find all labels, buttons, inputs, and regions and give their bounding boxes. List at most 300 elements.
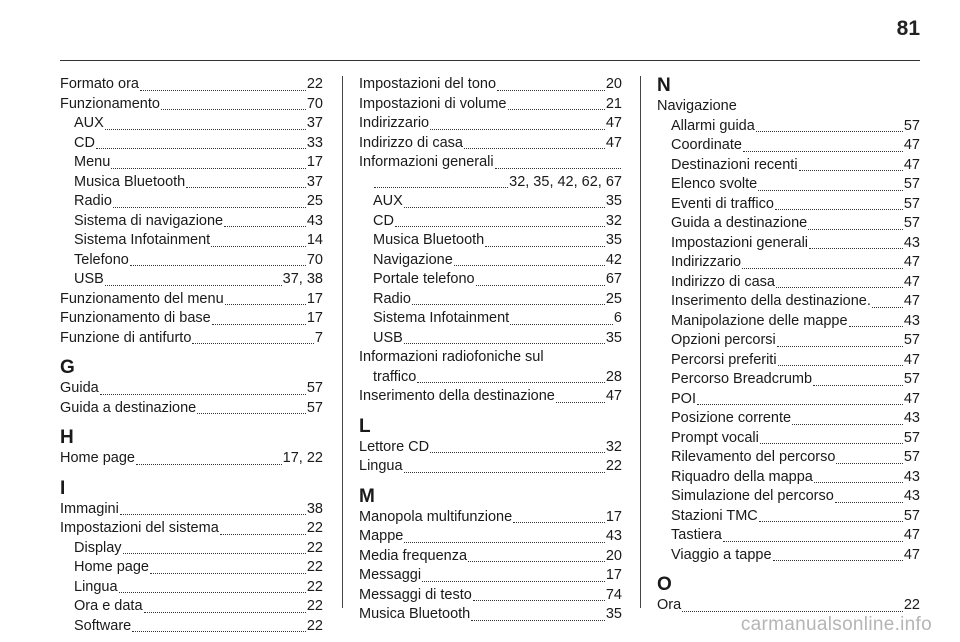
index-entry xyxy=(359,153,622,173)
index-page-number: 42 xyxy=(605,251,622,268)
dot-leader xyxy=(495,168,621,169)
index-entry xyxy=(60,519,323,539)
index-subentry xyxy=(60,558,323,578)
index-entry-text: Radio xyxy=(74,193,112,209)
index-entry-text: Sistema Infotainment xyxy=(373,310,510,326)
index-entry xyxy=(60,309,323,329)
index-subentry xyxy=(657,448,920,468)
index-entry-text: Impostazioni del sistema xyxy=(60,520,219,536)
dot-leader xyxy=(497,90,605,91)
dot-leader xyxy=(799,170,903,171)
index-column-1 xyxy=(60,75,323,636)
dot-leader xyxy=(742,268,903,269)
dot-leader xyxy=(374,187,508,188)
index-entry-text: Tastiera xyxy=(671,527,722,543)
index-entry-text: Simulazione del percorso xyxy=(671,488,834,504)
index-entry-text: Funzionamento xyxy=(60,95,160,112)
index-page-number: 32 xyxy=(605,212,622,229)
index-column-2 xyxy=(359,75,622,625)
index-entry xyxy=(657,97,920,117)
page-number: 81 xyxy=(896,17,920,40)
index-page-number: 47 xyxy=(903,137,920,153)
index-page-number: 47 xyxy=(903,156,920,173)
index-entry xyxy=(60,75,323,95)
index-page-number: 43 xyxy=(903,410,920,426)
dot-leader xyxy=(105,285,282,286)
dot-leader xyxy=(186,187,306,188)
index-entry-text: Manipolazione delle mappe xyxy=(671,312,848,329)
index-entry-text: Funzionamento del menu xyxy=(60,290,224,307)
index-entry xyxy=(359,586,622,606)
index-entry xyxy=(359,173,622,193)
dot-leader xyxy=(404,472,605,473)
index-entry-text: Media frequenza xyxy=(359,547,468,564)
index-subentry xyxy=(657,331,920,351)
index-subentry xyxy=(359,270,622,290)
dot-leader xyxy=(395,226,605,227)
index-entry-text: Portale telefono xyxy=(373,271,475,287)
dot-leader xyxy=(473,600,605,601)
index-subentry xyxy=(657,273,920,293)
index-subentry xyxy=(657,117,920,137)
index-page-number: 37 xyxy=(306,173,323,190)
dot-leader xyxy=(682,611,903,612)
index-subentry xyxy=(359,329,622,349)
index-subentry xyxy=(657,136,920,156)
dot-leader xyxy=(814,482,903,483)
dot-leader xyxy=(758,190,903,191)
dot-leader xyxy=(404,542,605,543)
index-entry-text: CD xyxy=(373,212,394,229)
index-page-number: 47 xyxy=(903,273,920,290)
index-subentry xyxy=(359,309,622,329)
dot-leader xyxy=(508,109,605,110)
index-page-number: 47 xyxy=(605,134,622,151)
index-page-number: 57 xyxy=(903,195,920,212)
index-subentry xyxy=(60,173,323,193)
index-entry xyxy=(60,329,323,349)
index-entry-text: Software xyxy=(74,617,132,634)
index-entry-text: USB xyxy=(373,329,403,346)
dot-leader xyxy=(150,573,306,574)
index-subentry xyxy=(657,234,920,254)
index-page-number: 22 xyxy=(306,617,323,634)
index-entry-text: Lingua xyxy=(359,458,403,474)
dot-leader xyxy=(192,343,314,344)
index-letter-heading: N xyxy=(657,75,671,96)
index-page-number: 47 xyxy=(605,388,622,404)
dot-leader xyxy=(123,553,306,554)
index-entry xyxy=(359,75,622,95)
dot-leader xyxy=(809,248,903,249)
dot-leader xyxy=(404,343,605,344)
index-entry xyxy=(359,348,622,368)
index-entry-text: Coordinate xyxy=(671,137,742,153)
dot-leader xyxy=(743,151,903,152)
index-entry xyxy=(359,547,622,567)
index-page-number: 17 xyxy=(306,310,323,326)
index-entry-text: Prompt vocali xyxy=(671,429,759,446)
index-entry-text: Telefono xyxy=(74,251,129,268)
index-page-number: 17 xyxy=(605,508,622,525)
index-entry-text: Navigazione xyxy=(373,251,453,268)
index-entry-text: Guida xyxy=(60,380,99,396)
index-entry xyxy=(359,566,622,586)
index-page-number: 67 xyxy=(605,271,622,287)
dot-leader xyxy=(130,265,306,266)
index-subentry xyxy=(657,214,920,234)
dot-leader xyxy=(776,287,903,288)
index-subentry xyxy=(359,192,622,212)
index-page-number: 57 xyxy=(903,176,920,192)
index-entry-text: Musica Bluetooth xyxy=(74,173,186,190)
index-page-number: 35 xyxy=(605,606,622,622)
dot-leader xyxy=(430,129,605,130)
dot-leader xyxy=(120,514,306,515)
index-entry-text: Radio xyxy=(373,290,411,307)
index-page-number: 57 xyxy=(903,371,920,387)
dot-leader xyxy=(422,581,605,582)
index-entry-text: CD xyxy=(74,134,95,151)
index-entry-text: Formato ora xyxy=(60,76,139,92)
index-entry xyxy=(60,290,323,310)
index-page-number: 22 xyxy=(306,598,323,614)
dot-leader xyxy=(849,326,903,327)
index-entry-text: Eventi di traffico xyxy=(671,195,774,212)
dot-leader xyxy=(212,324,306,325)
index-page-number: 43 xyxy=(306,212,323,229)
index-page-number: 43 xyxy=(903,312,920,329)
dot-leader xyxy=(778,365,903,366)
dot-leader xyxy=(485,246,605,247)
dot-leader xyxy=(556,402,605,403)
index-subentry xyxy=(60,134,323,154)
index-page-number: 47 xyxy=(605,115,622,131)
index-subentry xyxy=(60,539,323,559)
index-entry-text: Lingua xyxy=(74,578,118,595)
dot-leader xyxy=(697,404,903,405)
index-subentry xyxy=(657,429,920,449)
dot-leader xyxy=(136,464,282,465)
index-subentry xyxy=(359,290,622,310)
index-page-number: 25 xyxy=(306,193,323,209)
index-subentry xyxy=(657,175,920,195)
index-subentry xyxy=(60,114,323,134)
dot-leader xyxy=(775,209,903,210)
index-entry-text: USB xyxy=(74,271,104,287)
dot-leader xyxy=(105,129,306,130)
dot-leader xyxy=(211,246,306,247)
index-subentry xyxy=(60,231,323,251)
index-entry xyxy=(60,95,323,115)
index-entry-text: Destinazioni recenti xyxy=(671,156,798,173)
index-entry xyxy=(359,95,622,115)
index-entry-text: traffico xyxy=(373,368,417,385)
index-subentry xyxy=(657,409,920,429)
index-entry xyxy=(60,399,323,419)
index-page-number: 6 xyxy=(613,310,622,326)
index-subentry xyxy=(657,526,920,546)
watermark: carmanualsonline.info xyxy=(740,614,932,635)
index-entry-text: Impostazioni del tono xyxy=(359,76,497,92)
dot-leader xyxy=(113,207,306,208)
index-entry-text: Riquadro della mappa xyxy=(671,468,813,485)
index-page-number: 38 xyxy=(306,500,323,517)
index-subentry xyxy=(657,156,920,176)
index-subentry xyxy=(359,251,622,271)
index-entry-text: Inserimento della destinazione. xyxy=(671,293,871,309)
index-page-number: 20 xyxy=(605,547,622,564)
index-entry-text: Informazioni generali xyxy=(359,154,494,170)
index-page-number: 57 xyxy=(306,380,323,396)
index-page-number: 22 xyxy=(306,559,323,575)
dot-leader xyxy=(404,207,605,208)
index-entry-text: Ora e data xyxy=(74,598,143,614)
index-subentry xyxy=(359,368,622,388)
index-entry-text: Impostazioni di volume xyxy=(359,95,507,112)
index-subentry xyxy=(657,507,920,527)
index-page-number: 74 xyxy=(605,586,622,603)
index-subentry xyxy=(359,231,622,251)
index-entry-text: Posizione corrente xyxy=(671,410,792,426)
index-letter-heading: G xyxy=(60,357,75,378)
index-page-number: 35 xyxy=(605,193,622,209)
index-entry xyxy=(60,449,323,469)
index-page-number: 20 xyxy=(605,76,622,92)
dot-leader xyxy=(468,561,605,562)
index-entry xyxy=(359,457,622,477)
index-entry-text: Sistema Infotainment xyxy=(74,232,211,248)
dot-leader xyxy=(756,131,903,132)
dot-leader xyxy=(792,424,903,425)
index-entry xyxy=(359,605,622,625)
index-page-number: 22 xyxy=(306,578,323,595)
dot-leader xyxy=(476,285,605,286)
dot-leader xyxy=(119,592,306,593)
index-entry-text: Indirizzo di casa xyxy=(671,273,775,290)
index-entry-text: Sistema di navigazione xyxy=(74,212,224,229)
index-entry-text: Musica Bluetooth xyxy=(373,232,485,248)
index-entry xyxy=(359,508,622,528)
index-entry-text: Indirizzo di casa xyxy=(359,134,463,151)
index-page-number: 37 xyxy=(306,115,323,131)
index-subentry xyxy=(657,253,920,273)
index-page-number: 43 xyxy=(903,468,920,485)
index-entry-text: Indirizzario xyxy=(359,115,430,131)
index-page-number: 43 xyxy=(605,528,622,544)
index-page-number: 57 xyxy=(903,449,920,465)
index-page-number: 47 xyxy=(903,293,920,309)
dot-leader xyxy=(836,463,902,464)
index-entry-text: AUX xyxy=(373,193,403,209)
index-entry xyxy=(359,387,622,407)
index-subentry xyxy=(60,212,323,232)
index-page-number: 47 xyxy=(903,254,920,270)
index-subentry xyxy=(657,195,920,215)
index-subentry xyxy=(60,270,323,290)
index-subentry xyxy=(60,153,323,173)
index-entry-text: Mappe xyxy=(359,528,404,544)
dot-leader xyxy=(197,413,306,414)
dot-leader xyxy=(100,394,306,395)
dot-leader xyxy=(454,265,605,266)
index-entry xyxy=(359,114,622,134)
index-subentry xyxy=(60,578,323,598)
index-entry-text: Opzioni percorsi xyxy=(671,332,776,348)
index-subentry xyxy=(60,597,323,617)
index-entry-text: Messaggi di testo xyxy=(359,586,472,603)
index-column-3 xyxy=(657,75,920,616)
dot-leader xyxy=(813,385,903,386)
dot-leader xyxy=(777,346,903,347)
index-page-number: 22 xyxy=(306,539,323,556)
index-page-number: 47 xyxy=(903,527,920,543)
index-subentry xyxy=(60,251,323,271)
index-page-number: 57 xyxy=(306,399,323,416)
index-subentry xyxy=(60,617,323,637)
index-entry-text: Allarmi guida xyxy=(671,117,755,134)
dot-leader xyxy=(144,612,306,613)
index-entry-text: Home page xyxy=(60,450,135,466)
index-entry-text: Percorso Breadcrumb xyxy=(671,371,813,387)
index-entry-text: Lettore CD xyxy=(359,438,430,455)
index-entry-text: Inserimento della destinazione xyxy=(359,388,555,404)
index-entry-text: Indirizzario xyxy=(671,254,742,270)
index-page-number: 22 xyxy=(605,458,622,474)
index-letter-heading: I xyxy=(60,477,66,499)
index-entry-text: AUX xyxy=(74,115,104,131)
index-entry-text: Immagini xyxy=(60,500,119,517)
index-page-number: 28 xyxy=(605,368,622,385)
index-entry-text: Navigazione xyxy=(657,98,737,114)
index-subentry xyxy=(657,487,920,507)
index-entry-text: Guida a destinazione xyxy=(671,215,808,231)
index-page-number: 17, 22 xyxy=(282,450,323,466)
index-letter-heading: L xyxy=(359,415,371,437)
dot-leader xyxy=(760,443,903,444)
dot-leader xyxy=(417,382,605,383)
dot-leader xyxy=(220,534,306,535)
dot-leader xyxy=(723,541,903,542)
dot-leader xyxy=(224,226,306,227)
index-subentry xyxy=(657,370,920,390)
index-subentry xyxy=(60,192,323,212)
index-entry-text: Stazioni TMC xyxy=(671,507,758,524)
index-page-number: 35 xyxy=(605,329,622,346)
index-page-number: 21 xyxy=(605,95,622,112)
index-page-number: 35 xyxy=(605,232,622,248)
index-subentry xyxy=(657,546,920,566)
index-entry xyxy=(359,134,622,154)
index-page-number: 32 xyxy=(605,438,622,455)
index-entry-text: Informazioni radiofoniche sul xyxy=(359,349,544,365)
index-page-number: 37, 38 xyxy=(282,271,323,287)
dot-leader xyxy=(513,522,605,523)
index-entry-text: Messaggi xyxy=(359,567,422,583)
index-page-number: 47 xyxy=(903,546,920,563)
index-entry-text: Elenco svolte xyxy=(671,176,758,192)
index-subentry xyxy=(657,312,920,332)
dot-leader xyxy=(835,502,903,503)
index-page-number: 17 xyxy=(605,567,622,583)
index-page-number: 43 xyxy=(903,234,920,251)
index-entry-text: Home page xyxy=(74,559,149,575)
index-entry-text: Impostazioni generali xyxy=(671,234,809,251)
index-page-number: 57 xyxy=(903,429,920,446)
index-entry xyxy=(359,527,622,547)
index-entry xyxy=(359,438,622,458)
index-page-number: 43 xyxy=(903,488,920,504)
dot-leader xyxy=(759,521,903,522)
index-entry-text: POI xyxy=(671,390,696,407)
index-subentry xyxy=(657,351,920,371)
dot-leader xyxy=(161,109,306,110)
dot-leader xyxy=(872,307,903,308)
index-page-number: 22 xyxy=(903,597,920,613)
dot-leader xyxy=(132,631,306,632)
index-entry-text: Funzionamento di base xyxy=(60,310,211,326)
index-subentry xyxy=(657,292,920,312)
dot-leader xyxy=(96,148,306,149)
index-page-number: 57 xyxy=(903,507,920,524)
index-page-number: 47 xyxy=(903,351,920,368)
index-page-number: 70 xyxy=(306,95,323,112)
index-entry xyxy=(657,596,920,616)
dot-leader xyxy=(510,324,613,325)
index-entry-text: Musica Bluetooth xyxy=(359,606,471,622)
header-rule xyxy=(60,60,920,61)
dot-leader xyxy=(471,620,605,621)
dot-leader xyxy=(773,560,903,561)
index-page-number: 32, 35, 42, 62, 67 xyxy=(509,173,622,190)
index-page-number: 33 xyxy=(306,134,323,151)
index-page-number: 22 xyxy=(306,520,323,536)
index-page-number: 47 xyxy=(903,390,920,407)
column-divider xyxy=(342,76,343,608)
dot-leader xyxy=(111,168,306,169)
dot-leader xyxy=(808,229,903,230)
index-subentry xyxy=(359,212,622,232)
index-page-number: 17 xyxy=(306,154,323,170)
index-entry-text: Manopola multifunzione xyxy=(359,508,513,525)
index-letter-heading: M xyxy=(359,485,375,507)
index-entry-text: Rilevamento del percorso xyxy=(671,449,836,465)
dot-leader xyxy=(140,90,306,91)
dot-leader xyxy=(225,304,306,305)
index-subentry xyxy=(657,468,920,488)
index-page-number: 17 xyxy=(306,290,323,307)
index-page-number: 14 xyxy=(306,232,323,248)
index-entry xyxy=(60,500,323,520)
index-entry-text: Percorsi preferiti xyxy=(671,351,777,368)
index-page-number: 57 xyxy=(903,215,920,231)
index-page-number: 57 xyxy=(903,332,920,348)
index-page-number: 22 xyxy=(306,76,323,92)
index-page-number: 25 xyxy=(605,290,622,307)
column-divider xyxy=(640,76,641,608)
index-subentry xyxy=(657,390,920,410)
index-page-number: 7 xyxy=(314,329,323,346)
dot-leader xyxy=(430,452,605,453)
index-entry-text: Viaggio a tappe xyxy=(671,546,772,563)
index-entry-text: Ora xyxy=(657,597,682,613)
index-entry-text: Menu xyxy=(74,154,111,170)
index-entry-text: Display xyxy=(74,539,122,556)
dot-leader xyxy=(412,304,605,305)
index-entry-text: Funzione di antifurto xyxy=(60,329,192,346)
index-letter-heading: O xyxy=(657,574,672,595)
index-entry xyxy=(60,379,323,399)
